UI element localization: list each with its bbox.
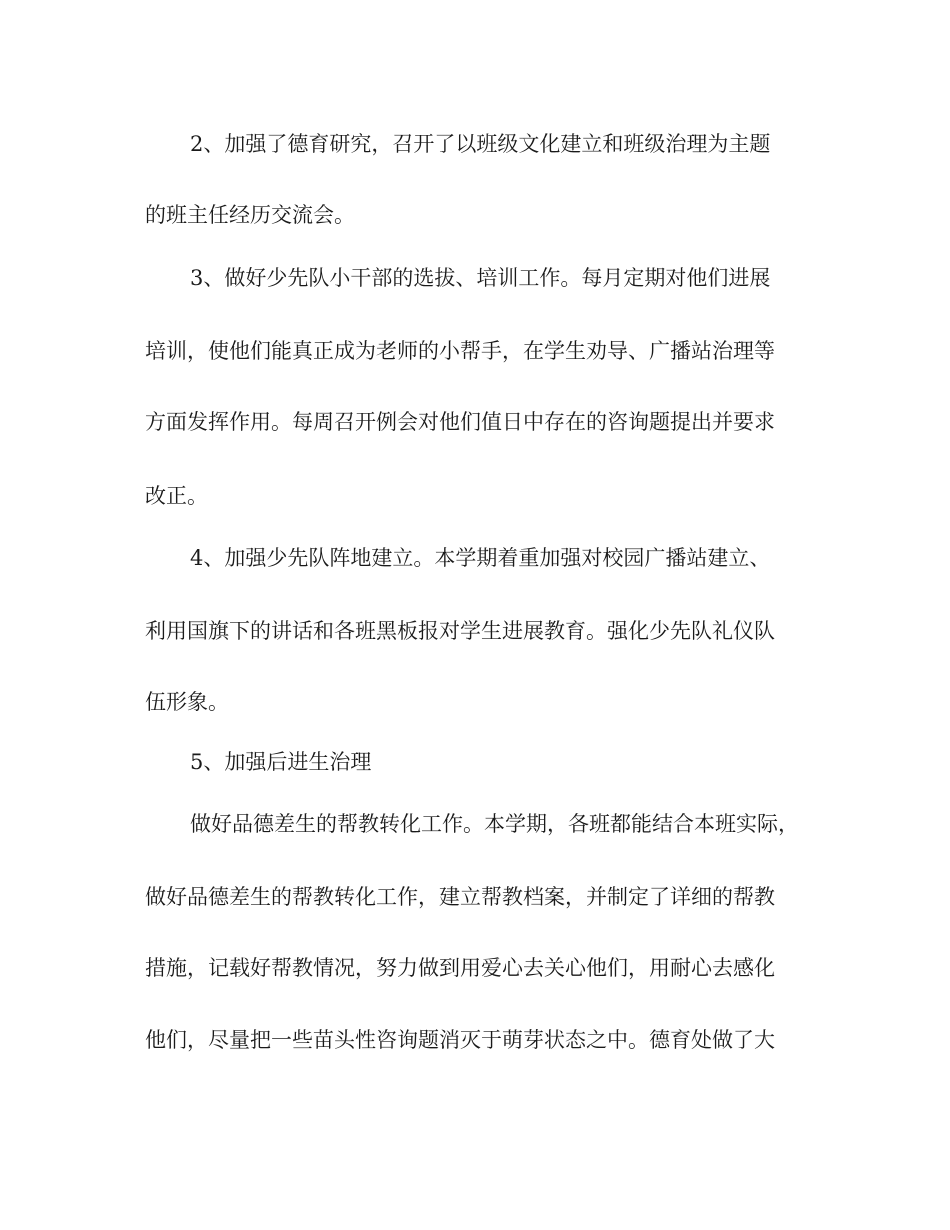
paragraph-4-line-2: 利用国旗下的讲话和各班黑板报对学生进展教育。强化少先队礼仪队 [145,619,775,643]
paragraph-2-line-1: 2、加强了德育研究，召开了以班级文化建立和班级治理为主题 [190,132,771,156]
paragraph-6-line-2: 做好品德差生的帮教转化工作，建立帮教档案，并制定了详细的帮教 [145,885,775,909]
paragraph-4-line-3: 伍形象。 [145,690,229,714]
paragraph-3-line-4: 改正。 [145,484,208,508]
paragraph-6-line-4: 他们，尽量把一些苗头性咨询题消灭于萌芽状态之中。德育处做了大 [145,1028,775,1052]
paragraph-3-line-3: 方面发挥作用。每周召开例会对他们值日中存在的咨询题提出并要求 [145,410,775,434]
paragraph-4-line-1: 4、加强少先队阵地建立。本学期着重加强对校园广播站建立、 [190,546,771,570]
paragraph-5-heading: 5、加强后进生治理 [190,750,372,774]
paragraph-6-line-1: 做好品德差生的帮教转化工作。本学期，各班都能结合本班实际， [190,812,799,836]
paragraph-3-line-2: 培训，使他们能真正成为老师的小帮手，在学生劝导、广播站治理等 [145,339,775,363]
paragraph-3-line-1: 3、做好少先队小干部的选拔、培训工作。每月定期对他们进展 [190,266,771,290]
paragraph-2-line-2: 的班主任经历交流会。 [145,203,355,227]
paragraph-6-line-3: 措施，记载好帮教情况，努力做到用爱心去关心他们，用耐心去感化 [145,956,775,980]
